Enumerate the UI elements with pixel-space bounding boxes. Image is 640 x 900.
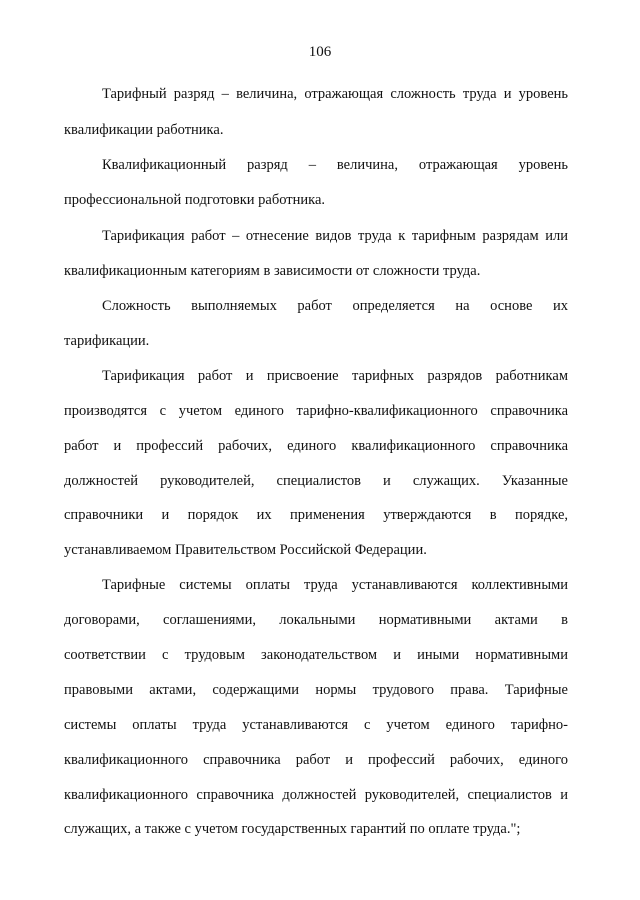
text-line: системы оплаты труда устанавливаются с учетом единого тарифно- [64, 717, 568, 733]
text-line: квалификации работника. [64, 122, 224, 138]
text-line: квалификационного справочника работ и профессий рабочих, единого [64, 752, 568, 768]
page-number: 106 [308, 44, 332, 60]
text-line: Тарифный разряд – величина, отражающая сложность труда и уровень [102, 86, 568, 102]
text-line: служащих, а также с учетом государственных гарантий по оплате труда."; [64, 821, 521, 837]
text-line: справочники и порядок их применения утверждаются в порядке, [64, 507, 568, 523]
text-line: работ и профессий рабочих, единого квалификационного справочника [64, 438, 568, 454]
text-line: договорами, соглашениями, локальными нормативными актами в [64, 612, 568, 628]
text-line: должностей руководителей, специалистов и служащих. Указанные [64, 473, 568, 489]
text-line: Тарификация работ и присвоение тарифных разрядов работникам [102, 368, 568, 384]
text-line: Тарифные системы оплаты труда устанавливаются коллективными [102, 577, 568, 593]
text-line: производятся с учетом единого тарифно-квалификационного справочника [64, 403, 568, 419]
text-line: Квалификационный разряд – величина, отражающая уровень [102, 157, 568, 173]
text-line: квалификационного справочника должностей руководителей, специалистов и [64, 787, 568, 803]
text-line: устанавливаемом Правительством Российской Федерации. [64, 542, 427, 558]
text-line: тарификации. [64, 333, 150, 349]
text-line: соответствии с трудовым законодательством и иными нормативными [64, 647, 568, 663]
text-line: профессиональной подготовки работника. [64, 192, 326, 208]
text-line: Тарификация работ – отнесение видов труда к тарифным разрядам или [102, 228, 568, 244]
text-line: квалификационным категориям в зависимости от сложности труда. [64, 263, 481, 279]
text-line: Сложность выполняемых работ определяется на основе их [102, 298, 568, 314]
text-line: правовыми актами, содержащими нормы трудового права. Тарифные [64, 682, 568, 698]
